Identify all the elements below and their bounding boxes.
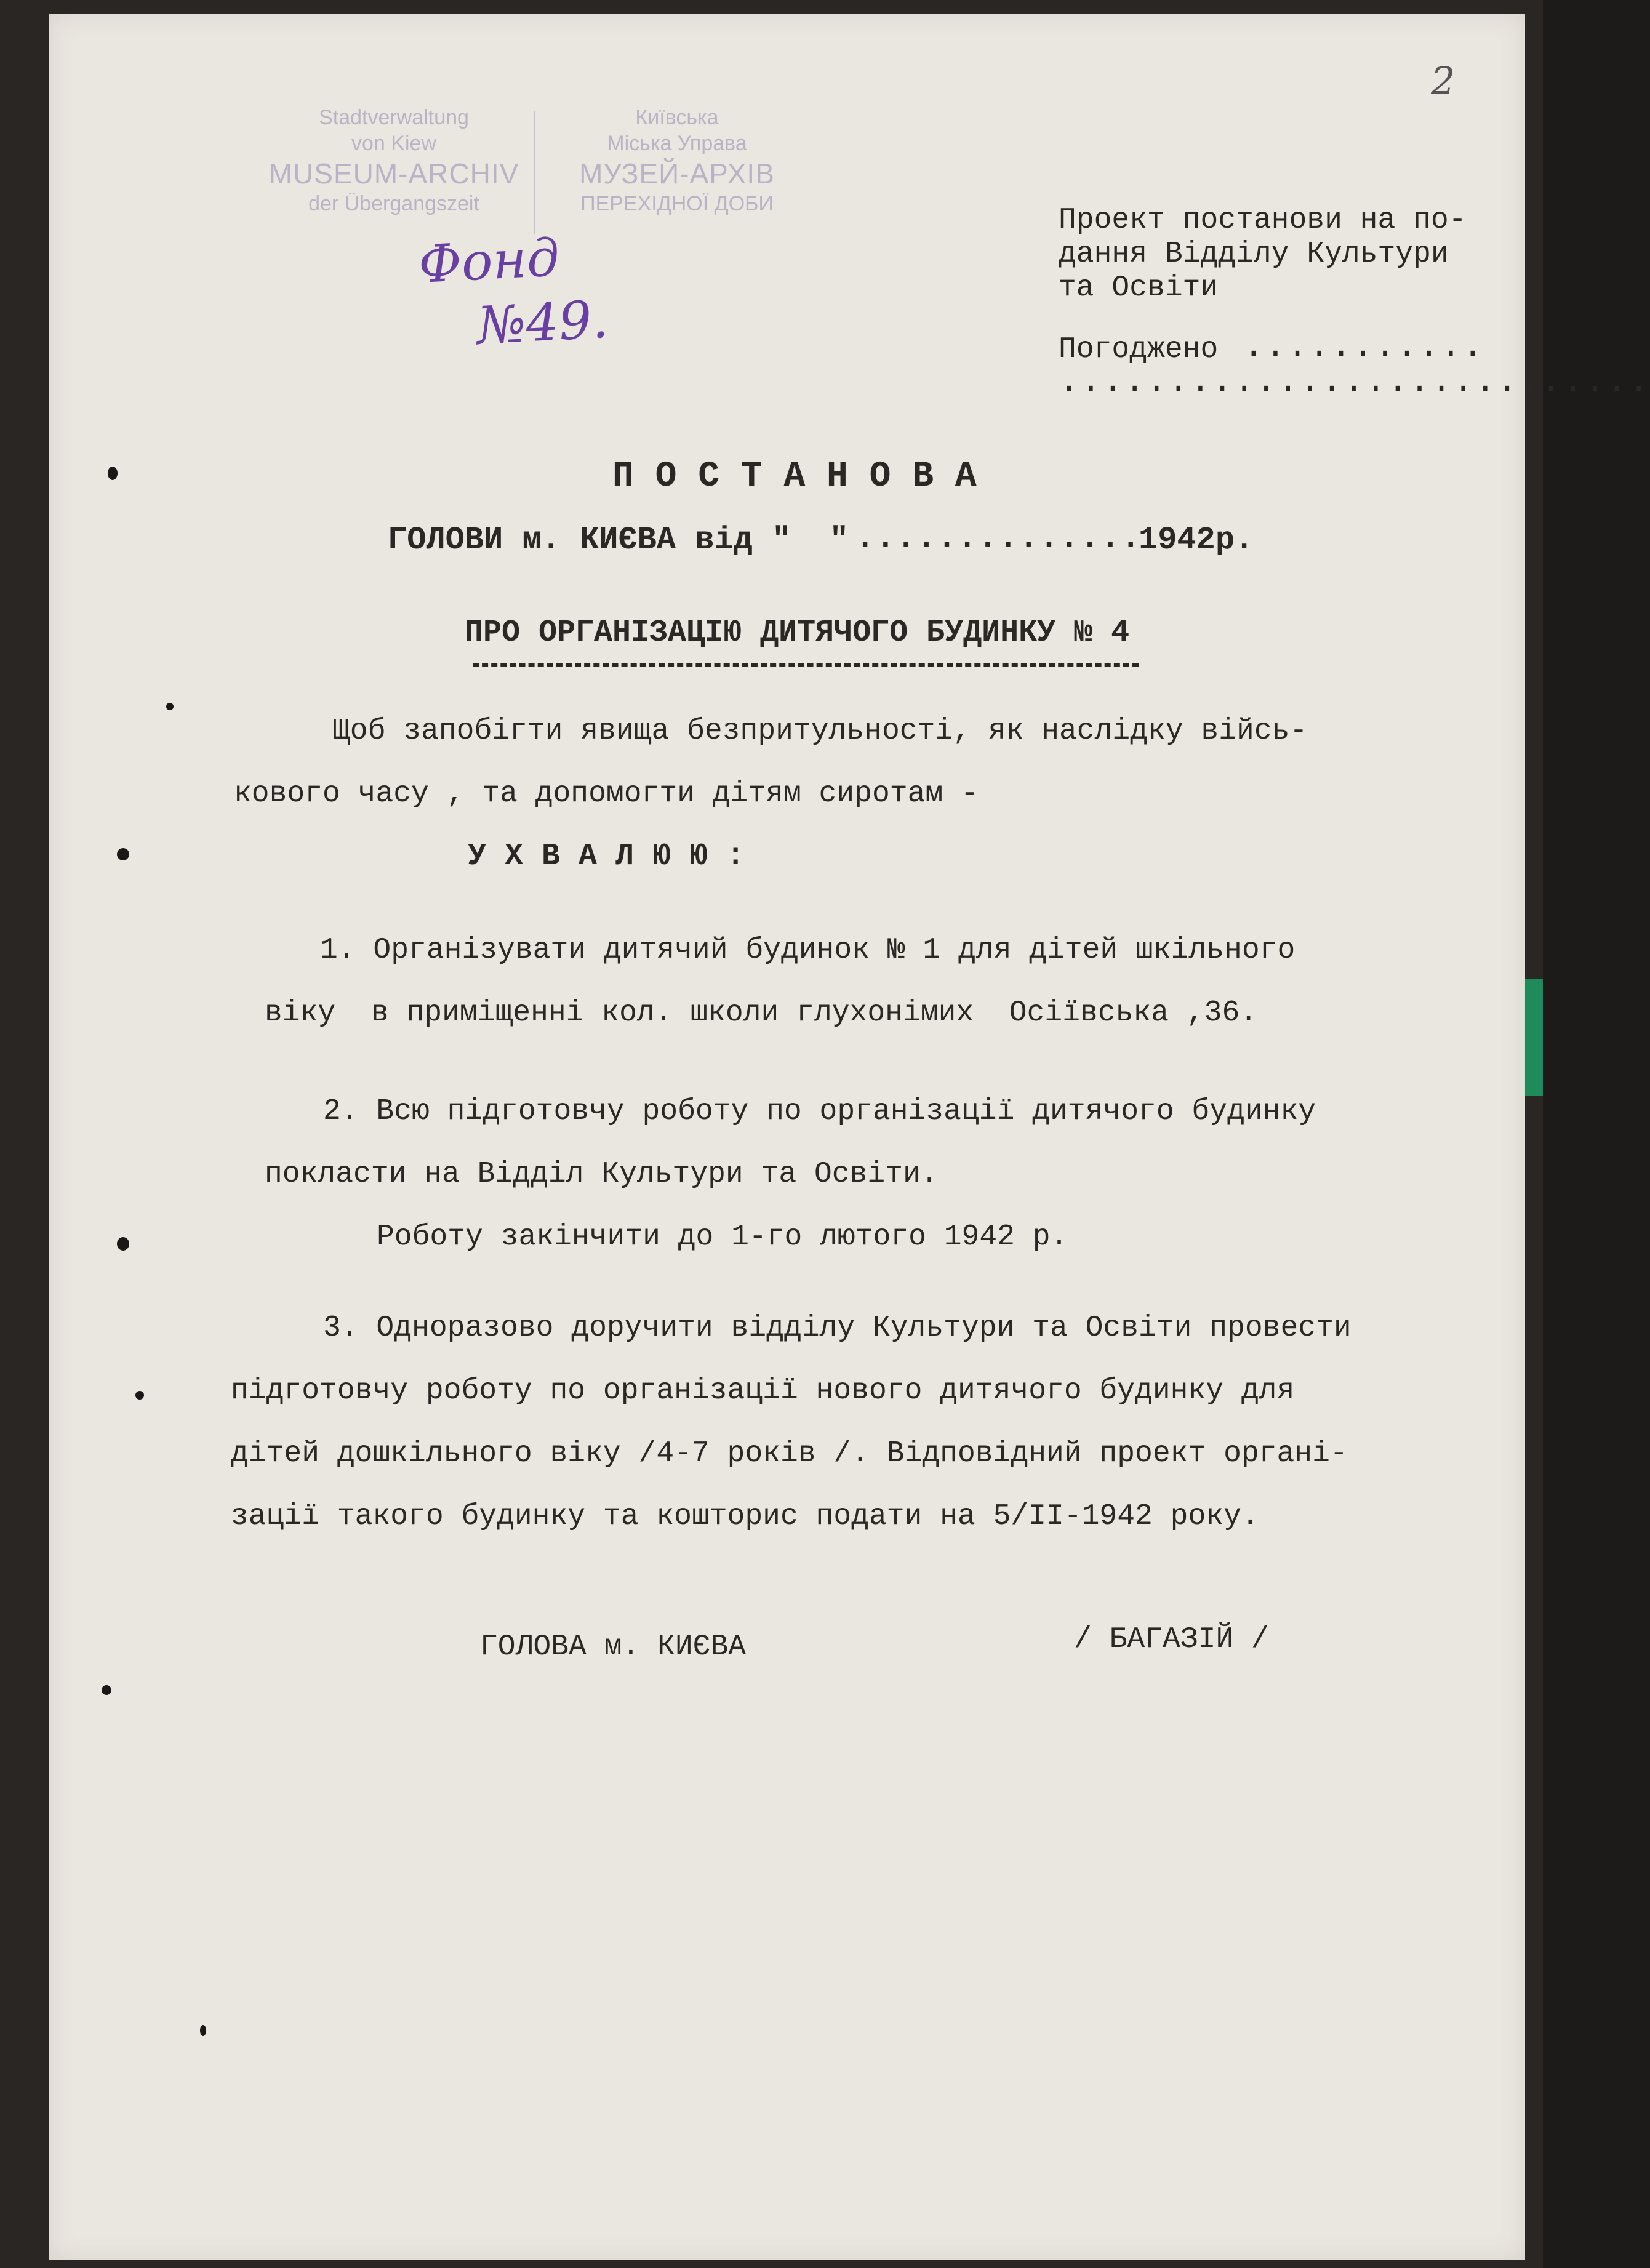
binding-mark <box>200 2025 206 2036</box>
resolve-heading: У Х В А Л Ю Ю : <box>468 839 745 874</box>
handwritten-fond-label: Фонд <box>417 227 561 295</box>
stamp-left-column <box>258 105 529 217</box>
binding-mark <box>117 1237 129 1251</box>
handwritten-fond-number: №49. <box>475 289 610 356</box>
binding-mark <box>166 703 174 710</box>
document-subject: ПРО ОРГАНІЗАЦІЮ ДИТЯЧОГО БУДИНКУ № 4 <box>465 615 1130 651</box>
item-2-line-2: покласти на Відділ Культури та Освіти. <box>265 1158 939 1191</box>
binding-mark <box>102 1685 111 1695</box>
document-subtitle-prefix: ГОЛОВИ м. КИЄВА від " " <box>388 522 849 558</box>
stamp-left-line-4: der Übergangszeit <box>308 192 479 215</box>
stamp-left-line-1: Stadtverwaltung <box>319 106 469 129</box>
stamp-right-line-1: Київська <box>635 106 719 129</box>
project-note-line-1: Проект постанови на по- <box>1059 204 1467 237</box>
agreed-dots: ........... <box>1243 327 1484 366</box>
binding-mark <box>135 1391 144 1400</box>
stamp-divider <box>534 111 535 234</box>
signature-title: ГОЛОВА м. КИЄВА <box>480 1630 747 1664</box>
item-2-line-3: Роботу закінчити до 1-го лютого 1942 р. <box>377 1220 1068 1254</box>
project-note-line-3: та Освіти <box>1059 271 1219 305</box>
stamp-right-column <box>542 105 812 217</box>
project-note-line-2: дання Відділу Культури <box>1059 238 1449 271</box>
agreed-dots-line: ........................... <box>1059 362 1650 401</box>
page-number: 2 <box>1431 58 1456 103</box>
stamp-left-line-2: von Kiew <box>351 132 436 155</box>
item-1-line-1: 1. Організувати дитячий будинок № 1 для дітей шкільного <box>320 934 1296 967</box>
signature-name: / БАГАЗІЙ / <box>1074 1623 1269 1656</box>
item-2-line-1: 2. Всю підготовчу роботу по організації дитячого будинку <box>323 1095 1316 1128</box>
green-tab-marker <box>1525 979 1543 1096</box>
document-subtitle-dots: .............. <box>855 520 1142 556</box>
item-1-line-2: віку в приміщенні кол. школи глухонімих Осіївська ,36. <box>265 996 1258 1030</box>
stamp-left-line-3: MUSEUM-ARCHIV <box>268 158 519 190</box>
document-title: П О С Т А Н О В А <box>612 457 977 497</box>
subject-underline <box>473 663 1139 667</box>
preamble-line-1: Щоб запобігти явища безпритульності, як наслідку війсь- <box>332 715 1308 748</box>
agreed-label: Погоджено <box>1059 333 1219 366</box>
item-3-line-4: зації такого будинку та кошторис подати на 5/ІІ-1942 року. <box>231 1500 1259 1533</box>
item-3-line-2: підготовчу роботу по організації нового дитячого будинку для <box>231 1374 1295 1408</box>
stamp-right-line-4: ПЕРЕХІДНОЇ ДОБИ <box>580 192 774 215</box>
item-3-line-3: дітей дошкільного віку /4-7 років /. Відповідний проект органі- <box>231 1437 1348 1470</box>
binding-mark <box>108 467 118 480</box>
preamble-line-2: кового часу , та допомогти дітям сиротам - <box>234 777 979 811</box>
stamp-right-line-2: Міська Управа <box>607 132 747 155</box>
stamp-right-line-3: МУЗЕЙ-АРХІВ <box>579 158 775 190</box>
item-3-line-1: 3. Одноразово доручити відділу Культури та Освіти провести <box>323 1312 1352 1345</box>
archive-stamp <box>258 105 812 246</box>
binding-mark <box>117 848 129 860</box>
document-subtitle-year: 1942р. <box>1139 522 1254 558</box>
